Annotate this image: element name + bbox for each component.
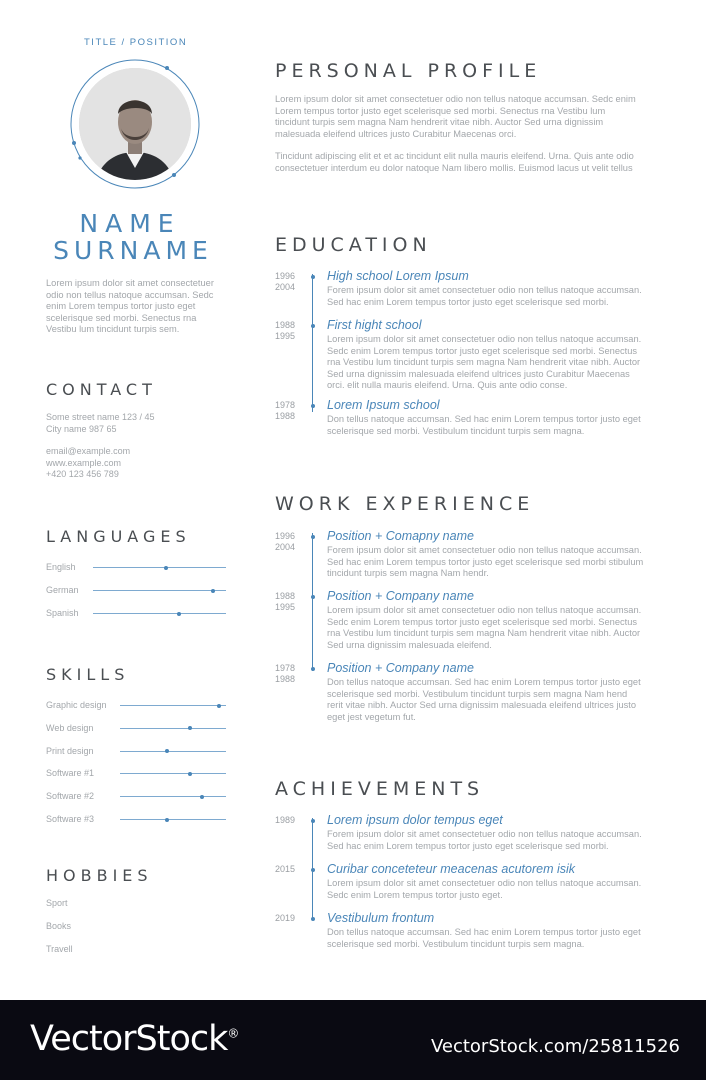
entry-title: Position + Company name: [327, 661, 474, 675]
skill-level-knob: [165, 818, 169, 822]
achievements-heading: ACHIEVEMENTS: [275, 778, 485, 800]
entry-description-line: Sed urna dignissim malesuada eleifend.: [327, 639, 492, 650]
entry-description-line: Don tellus natoque accumsan. Sed hac enim Lorem tempus tortor justo eget: [327, 677, 641, 687]
entry-date-start: 1978: [275, 400, 296, 410]
entry-description-line: Sed urna dignissim malesuada eleifend ultrices justo Curabitur Maecenas: [327, 368, 630, 379]
language-track: [93, 567, 226, 568]
surname: SURNAME: [53, 236, 213, 265]
entry-date-end: 1988: [275, 411, 296, 421]
timeline-dot: [311, 819, 315, 823]
language-label: Spanish: [46, 608, 79, 618]
entry-date-end: 1995: [275, 602, 296, 612]
entry-description-line: Sed hac enim Lorem tempus tortor justo eget scelerisque sed morbi.: [327, 840, 609, 851]
entry-description-line: Lorem ipsum dolor sit amet consectetuer odio non tellus natoque accumsan.: [327, 334, 642, 344]
entry-description-line: scelerisque sed morbi. Vestibulum tincidunt turpis sem magna Nam hend: [327, 688, 628, 699]
entry-description-line: orci. elit nulla mauris eleifend. Urna. Quis ante odio conse.: [327, 380, 568, 391]
skill-level-knob: [188, 726, 192, 730]
skill-level-knob: [217, 704, 221, 708]
language-label: German: [46, 585, 79, 595]
entry-description-line: rerit vitae nibh. Auctor Sed urna dignissim malesuada eleifend ultrices justo: [327, 700, 637, 711]
language-level-knob: [164, 566, 168, 570]
entry-description-line: eget jest vegetum fut.: [327, 711, 416, 722]
entry-description: [327, 677, 667, 723]
entry-description-line: Lorem ipsum dolor sit amet consectetuer odio non tellus natoque accumsan.: [327, 605, 642, 615]
entry-date-end: 1988: [275, 674, 296, 684]
entry-description-line: rna Vestibu lum tincidunt turpis sem magna Nam hendrerit vitae nibh. Auctor: [327, 357, 641, 368]
language-level-knob: [211, 589, 215, 593]
timeline-dot: [311, 868, 315, 872]
skill-level-knob: [200, 795, 204, 799]
hobby-item: Books: [46, 921, 72, 931]
entry-title: Curibar conceteteur meacenas acutorem isik: [327, 862, 576, 876]
entry-title: High school Lorem Ipsum: [327, 269, 469, 283]
entry-date-end: 1995: [275, 331, 296, 341]
skill-label: Web design: [46, 722, 94, 733]
timeline-dot: [311, 275, 315, 279]
hobby-item: Sport: [46, 898, 68, 908]
entry-description: [327, 829, 667, 852]
education-timeline: [312, 274, 313, 412]
entry-description-line: scelerisque sed morbi. Vestibulum tincidunt turpis sem magna.: [327, 425, 585, 436]
watermark-url: VectorStock.com/25811526: [430, 1036, 680, 1057]
skill-track: [120, 773, 226, 774]
entry-description: [327, 927, 667, 950]
entry-description: [327, 414, 667, 437]
entry-description-line: Don tellus natoque accumsan. Sed hac enim Lorem tempus tortor justo eget: [327, 927, 641, 937]
entry-description: [327, 545, 667, 580]
entry-title: Position + Comapny name: [327, 529, 474, 543]
entry-description: [327, 285, 667, 308]
skill-level-knob: [188, 772, 192, 776]
languages-heading: LANGUAGES: [46, 527, 191, 546]
contact-address: Some street name 123 / 45 City name 987 65: [46, 412, 155, 434]
timeline-dot: [311, 917, 315, 921]
profile-text-1: Lorem ipsum dolor sit amet consectetuer odio non tellus natoque accumsan. Sedc enim Lorem tempus tortor justo eget scelerisque sed morbi. Senectus rna Vestibu lum tincidunt turpis sem magna Nam hendrerit vitae nibh. Auctor Sed urna dignissim malesuada eleifend ultrices justo Curabitur Maecenas orci.: [275, 94, 636, 139]
contact-heading: CONTACT: [46, 380, 157, 399]
entry-description-line: scelerisque sed morbi. Vestibulum tincidunt turpis sem magna.: [327, 938, 585, 949]
skill-track: [120, 728, 226, 729]
skill-label: Software #3: [46, 814, 95, 824]
entry-description-line: Sedc enim Lorem tempus tortor justo eget.: [327, 889, 503, 900]
profile-photo-frame: [66, 56, 206, 196]
entry-description-line: Forem ipsum dolor sit amet consectetuer odio non tellus natoque accumsan.: [327, 285, 642, 295]
entry-title: Lorem Ipsum school: [327, 398, 440, 412]
skills-heading: SKILLS: [46, 665, 130, 684]
entry-description-line: Sed hac enim Lorem tempus tortor justo eget scelerisque sed morbi.: [327, 296, 609, 307]
timeline-dot: [311, 404, 315, 408]
hobby-item: Travell: [46, 944, 73, 954]
entry-description-line: Don tellus natoque accumsan. Sed hac enim Lorem tempus tortor justo eget: [327, 414, 641, 424]
work-timeline: [312, 533, 313, 671]
entry-description: [327, 878, 667, 901]
entry-description: [327, 334, 667, 392]
skill-label: Software #2: [46, 791, 95, 802]
profile-heading: PERSONAL PROFILE: [275, 60, 542, 82]
watermark-brand: VectorStock®: [30, 1019, 239, 1059]
entry-date-start: 1996: [275, 531, 296, 541]
entry-date-start: 1996: [275, 271, 296, 281]
entry-description-line: rna Vestibu lum tincidunt turpis sem magna Nam hendrerit vitae nibh. Auctor: [327, 628, 641, 639]
timeline-dot: [311, 667, 315, 671]
entry-description-line: Sedc enim Lorem tempus tortor justo eget scelerisque sed morbi. Senectus: [327, 345, 638, 356]
skill-label: Print design: [46, 745, 94, 756]
language-track: [93, 613, 226, 614]
entry-date-start: 1978: [275, 663, 296, 673]
skill-track: [120, 819, 226, 820]
watermark-footer: [0, 1000, 706, 1080]
name: NAME: [79, 209, 181, 238]
timeline-dot: [311, 324, 315, 328]
contact-info: email@example.com www.example.com +420 123 456 789: [46, 446, 131, 479]
entry-date-start: 1988: [275, 591, 296, 601]
entry-title: First hight school: [327, 318, 422, 332]
intro-text: Lorem ipsum dolor sit amet consectetuer odio non tellus natoque accumsan. Sedc enim Lorem tempus tortor justo eget scelerisque sed morbi. Senectus rna Vestibu lum tincidunt turpis sem.: [46, 278, 214, 335]
entry-description-line: Lorem ipsum dolor sit amet consectetuer odio non tellus natoque accumsan.: [327, 878, 642, 888]
skill-label: Graphic design: [46, 700, 107, 710]
skill-track: [120, 705, 226, 706]
entry-title: Position + Company name: [327, 589, 474, 603]
entry-description-line: Sedc enim Lorem tempus tortor justo eget scelerisque sed morbi. Senectus: [327, 616, 638, 627]
entry-description-line: Forem ipsum dolor sit amet consectetuer odio non tellus natoque accumsan.: [327, 829, 642, 839]
entry-date-start: 1988: [275, 320, 296, 330]
language-track: [93, 590, 226, 591]
timeline-dot: [311, 595, 315, 599]
entry-description-line: tincidunt turpis sem magna Nam hendr.: [327, 568, 489, 579]
timeline-dot: [311, 535, 315, 539]
profile-text-2: Tincidunt adipiscing elit et et ac tincidunt elit nulla mauris eleifend. Urna. Quis ante odio consectetuer interdum eu dolor natoque Nam libero mollis. Euismod lacus ut velit tellus: [275, 151, 634, 173]
avatar-portrait: [76, 66, 196, 186]
skill-label: Software #1: [46, 768, 95, 779]
skill-track: [120, 796, 226, 797]
title-position: TITLE / POSITION: [84, 37, 188, 48]
entry-date-start: 2019: [275, 913, 296, 923]
entry-description-line: Forem ipsum dolor sit amet consectetuer odio non tellus natoque accumsan.: [327, 545, 642, 555]
skill-track: [120, 751, 226, 752]
entry-date-start: 2015: [275, 864, 296, 874]
education-heading: EDUCATION: [275, 234, 432, 256]
language-label: English: [46, 562, 76, 572]
skill-level-knob: [165, 749, 169, 753]
entry-date-end: 2004: [275, 542, 296, 552]
entry-title: Lorem ipsum dolor tempus eget: [327, 813, 503, 827]
entry-date-end: 2004: [275, 282, 296, 292]
work-heading: WORK EXPERIENCE: [275, 493, 535, 515]
entry-description-line: Sed hac enim Lorem tempus tortor justo eget scelerisque sed morbi stibulum: [327, 556, 644, 567]
entry-description: [327, 605, 667, 651]
hobbies-heading: HOBBIES: [46, 866, 153, 885]
entry-date-start: 1989: [275, 815, 296, 825]
entry-title: Vestibulum frontum: [327, 911, 435, 925]
